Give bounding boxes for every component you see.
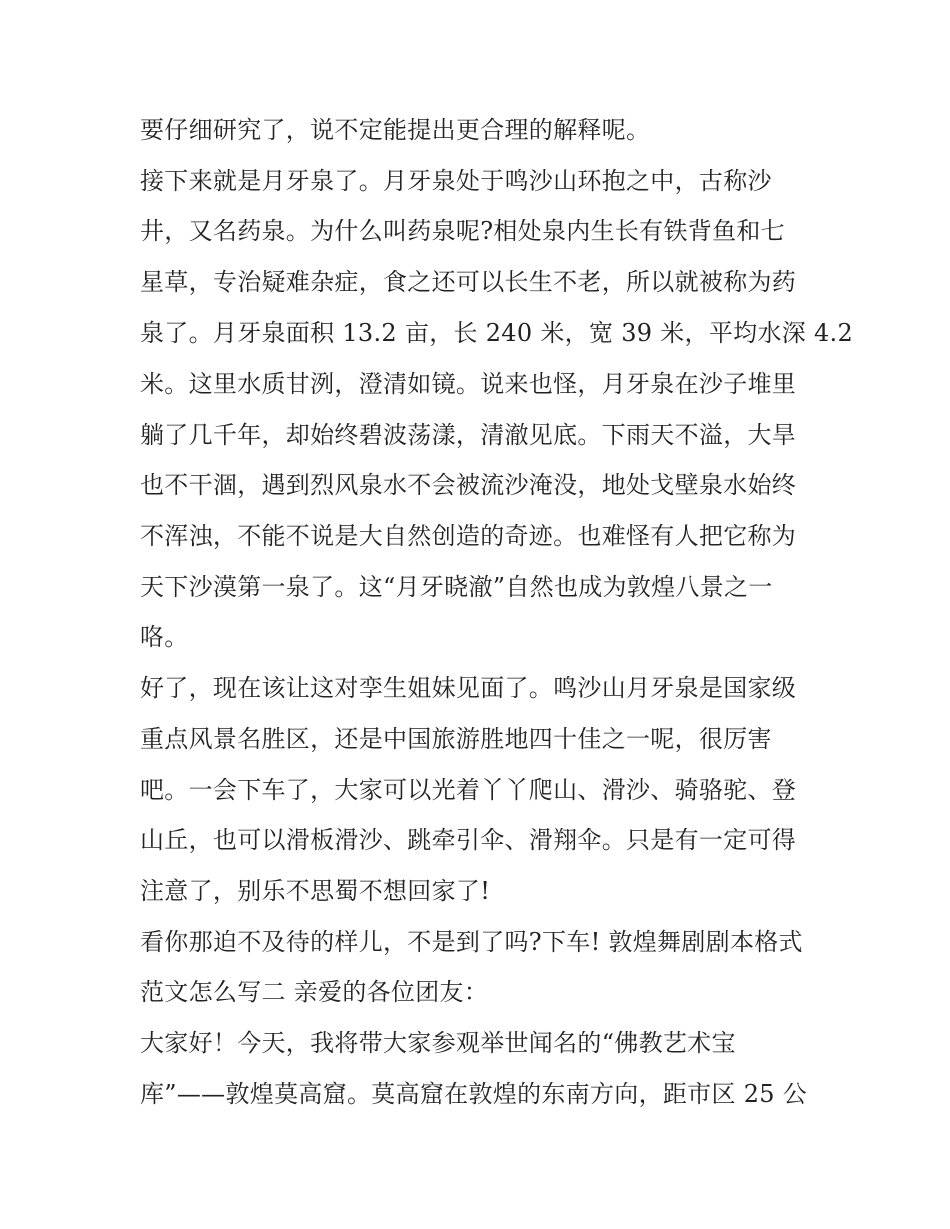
- text-line: 库”——敦煌莫高窟。莫高窟在敦煌的东南方向，距市区 25 公: [140, 1080, 808, 1108]
- text-line: 接下来就是月牙泉了。月牙泉处于鸣沙山环抱之中，古称沙: [140, 167, 772, 195]
- text-line: 米。这里水质甘洌，澄清如镜。说来也怪，月牙泉在沙子堆里: [140, 370, 797, 398]
- text-line: 大家好！今天，我将带大家参观举世闻名的“佛教艺术宝: [140, 1029, 736, 1057]
- text-line: 山丘，也可以滑板滑沙、跳牵引伞、滑翔伞。只是有一定可得: [140, 826, 797, 854]
- text-line: 范文怎么写二 亲爱的各位团友：: [140, 978, 489, 1006]
- text-line: 天下沙漠第一泉了。这“月牙晓澈”自然也成为敦煌八景之一: [140, 573, 773, 601]
- text-line: 看你那迫不及待的样儿，不是到了吗?下车! 敦煌舞剧剧本格式: [140, 928, 803, 956]
- text-line: 不浑浊，不能不说是大自然创造的奇迹。也难怪有人把它称为: [140, 522, 797, 550]
- text-line: 吧。一会下车了，大家可以光着丫丫爬山、滑沙、骑骆驼、登: [140, 776, 797, 804]
- text-line: 咯。: [140, 623, 189, 651]
- text-line: 星草，专治疑难杂症，食之还可以长生不老，所以就被称为药: [140, 268, 797, 296]
- text-line: 井，又名药泉。为什么叫药泉呢?相处泉内生长有铁背鱼和七: [140, 217, 785, 245]
- text-line: 也不干涸，遇到烈风泉水不会被流沙淹没，地处戈壁泉水始终: [140, 471, 797, 499]
- text-line: 注意了，别乐不思蜀不想回家了!: [140, 877, 491, 905]
- text-line: 泉了。月牙泉面积 13.2 亩，长 240 米，宽 39 米，平均水深 4.2: [140, 319, 854, 347]
- text-line: 躺了几千年，却始终碧波荡漾，清澈见底。下雨天不溢，大旱: [140, 421, 797, 449]
- text-line: 重点风景名胜区，还是中国旅游胜地四十佳之一呢，很厉害: [140, 725, 772, 753]
- text-line: 好了，现在该让这对孪生姐妹见面了。鸣沙山月牙泉是国家级: [140, 674, 797, 702]
- text-line: 要仔细研究了，说不定能提出更合理的解释呢。: [140, 116, 651, 144]
